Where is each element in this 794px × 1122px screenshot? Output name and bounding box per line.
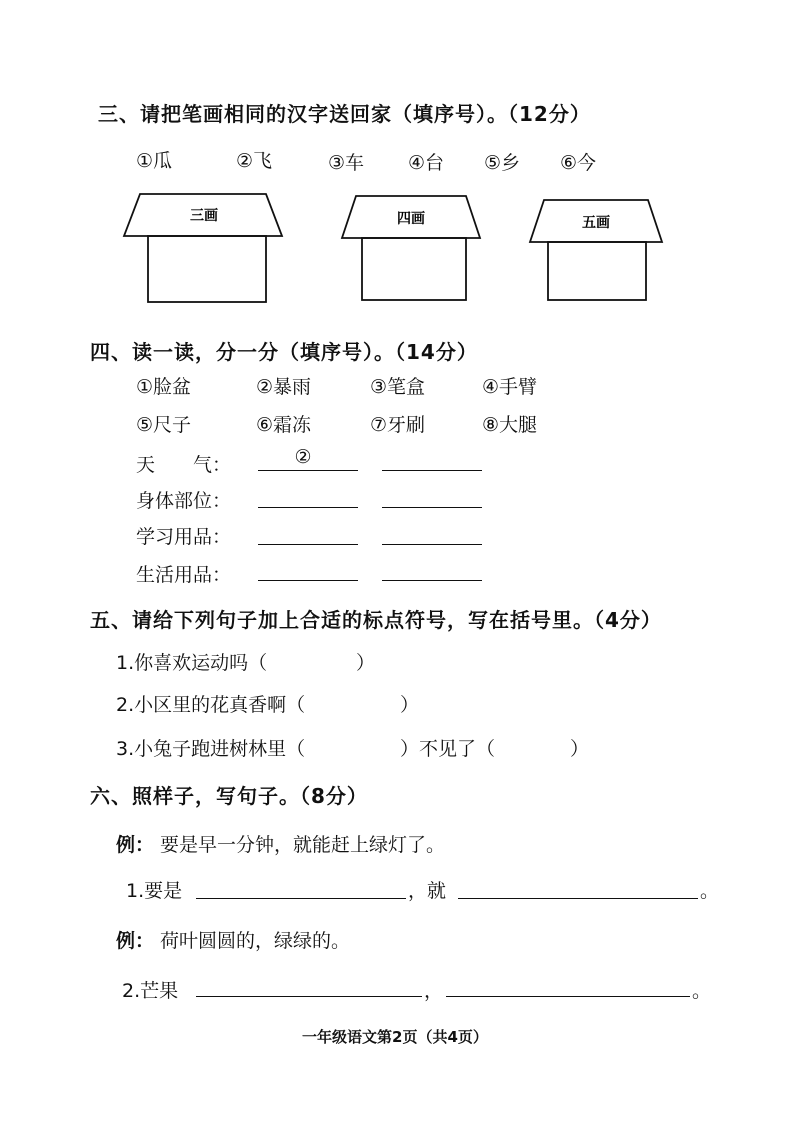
s4-option-8: ⑧大腿 bbox=[482, 414, 538, 436]
body-blank-1[interactable] bbox=[258, 507, 358, 508]
s4-option-3: ③笔盒 bbox=[370, 376, 426, 398]
s5-sentence-3-close: ） bbox=[570, 738, 590, 760]
q2-blank-1[interactable] bbox=[196, 996, 422, 997]
study-blank-1[interactable] bbox=[258, 544, 358, 545]
q1-end: 。 bbox=[700, 880, 720, 902]
s3-option-6: ⑥今 bbox=[560, 152, 597, 174]
category-life-label: 生活用品： bbox=[136, 564, 232, 586]
page-footer: 一年级语文第2页（共4页） bbox=[302, 1028, 488, 1046]
s5-sentence-3: 3.小兔子跑进树林里（ bbox=[116, 738, 306, 760]
q2-blank-2[interactable] bbox=[446, 996, 690, 997]
s3-option-4: ④台 bbox=[408, 152, 445, 174]
q1-blank-2[interactable] bbox=[458, 898, 698, 899]
s4-option-6: ⑥霜冻 bbox=[256, 414, 312, 436]
s4-option-2: ②暴雨 bbox=[256, 376, 312, 398]
house-label-3: 三画 bbox=[190, 208, 218, 224]
life-blank-2[interactable] bbox=[382, 580, 482, 581]
s4-option-4: ④手臂 bbox=[482, 376, 538, 398]
category-body-label: 身体部位： bbox=[136, 490, 232, 512]
houses-drawing bbox=[0, 0, 794, 320]
weather-blank-1[interactable] bbox=[258, 470, 358, 471]
study-blank-2[interactable] bbox=[382, 544, 482, 545]
q2-end: 。 bbox=[692, 980, 712, 1002]
category-weather-label: 天 气： bbox=[136, 454, 232, 476]
example-2-text: 荷叶圆圆的，绿绿的。 bbox=[160, 930, 351, 952]
s5-sentence-1-close: ） bbox=[356, 652, 376, 674]
life-blank-1[interactable] bbox=[258, 580, 358, 581]
s4-option-5: ⑤尺子 bbox=[136, 414, 192, 436]
section-4-title: 四、读一读，分一分（填序号）。（14分） bbox=[90, 340, 478, 364]
q2-prefix: 2.芒果 bbox=[122, 980, 179, 1002]
q2-mid: ， bbox=[424, 980, 444, 1002]
s5-sentence-1: 1.你喜欢运动吗（ bbox=[116, 652, 268, 674]
example-1-text: 要是早一分钟，就能赶上绿灯了。 bbox=[160, 834, 446, 856]
q1-mid: ，就 bbox=[408, 880, 447, 902]
s5-sentence-2-close: ） bbox=[400, 694, 420, 716]
example-2-label: 例： bbox=[116, 930, 155, 952]
s3-option-5: ⑤乡 bbox=[484, 152, 521, 174]
s3-option-3: ③车 bbox=[328, 152, 365, 174]
s4-option-1: ①脸盆 bbox=[136, 376, 192, 398]
section-3-title: 三、请把笔画相同的汉字送回家（填序号）。（12分） bbox=[98, 102, 591, 126]
weather-blank-2[interactable] bbox=[382, 470, 482, 471]
s3-option-1: ①瓜 bbox=[136, 150, 173, 172]
q1-prefix: 1.要是 bbox=[126, 880, 183, 902]
s5-sentence-3-mid: ）不见了（ bbox=[400, 738, 496, 760]
example-1-label: 例： bbox=[116, 834, 155, 856]
weather-answer-1: ② bbox=[294, 446, 312, 468]
body-blank-2[interactable] bbox=[382, 507, 482, 508]
house-label-4: 四画 bbox=[397, 211, 425, 227]
house-label-5: 五画 bbox=[582, 215, 610, 231]
q1-blank-1[interactable] bbox=[196, 898, 406, 899]
section-5-title: 五、请给下列句子加上合适的标点符号，写在括号里。（4分） bbox=[90, 608, 662, 632]
s4-option-7: ⑦牙刷 bbox=[370, 414, 426, 436]
s3-option-2: ②飞 bbox=[236, 150, 273, 172]
category-study-label: 学习用品： bbox=[136, 526, 232, 548]
section-6-title: 六、照样子，写句子。（8分） bbox=[90, 784, 368, 808]
s5-sentence-2: 2.小区里的花真香啊（ bbox=[116, 694, 306, 716]
